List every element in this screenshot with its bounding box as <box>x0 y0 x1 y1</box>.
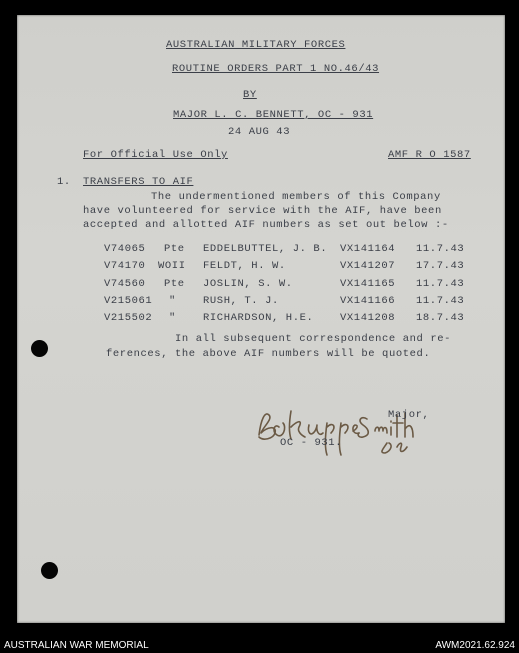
archive-name: AUSTRALIAN WAR MEMORIAL <box>4 640 149 651</box>
army-number: V74065 <box>104 243 146 255</box>
table-row <box>17 243 505 257</box>
member-name: RICHARDSON, H.E. <box>203 312 314 324</box>
aif-number: VX141165 <box>340 278 396 290</box>
rank: WOII <box>158 260 186 272</box>
army-number: V74170 <box>104 260 146 272</box>
signature-rank: Major, <box>388 409 430 421</box>
army-number: V215061 <box>104 295 153 307</box>
header-title: AUSTRALIAN MILITARY FORCES <box>166 39 346 51</box>
army-number: V74560 <box>104 278 146 290</box>
army-number: V215502 <box>104 312 153 324</box>
document-date: 24 AUG 43 <box>228 126 291 138</box>
transfer-date: 18.7.43 <box>416 312 465 324</box>
table-row <box>17 312 505 326</box>
aif-number: VX141207 <box>340 260 396 272</box>
transfer-date: 17.7.43 <box>416 260 465 272</box>
member-name: EDDELBUTTEL, J. B. <box>203 243 328 255</box>
reference-number: AMF R O 1587 <box>388 149 471 161</box>
intro-line-1: The undermentioned members of this Company <box>151 191 441 203</box>
rank: " <box>169 295 176 307</box>
transfer-date: 11.7.43 <box>416 295 465 307</box>
rank: Pte <box>164 278 185 290</box>
handwritten-signature <box>253 397 433 467</box>
rank: Pte <box>164 243 185 255</box>
restriction-label: For Official Use Only <box>83 149 228 161</box>
section-number: 1. <box>57 176 71 188</box>
header-orders: ROUTINE ORDERS PART 1 NO.46/43 <box>172 63 380 75</box>
archive-footer <box>0 638 519 653</box>
intro-line-2: have volunteered for service with the AIF, have been <box>83 205 442 217</box>
header-by: BY <box>243 89 257 101</box>
aif-number: VX141164 <box>340 243 396 255</box>
member-name: FELDT, H. W. <box>203 260 286 272</box>
aif-number: VX141208 <box>340 312 396 324</box>
member-name: JOSLIN, S. W. <box>203 278 293 290</box>
section-title: TRANSFERS TO AIF <box>83 176 194 188</box>
transfer-date: 11.7.43 <box>416 243 465 255</box>
transfer-date: 11.7.43 <box>416 278 465 290</box>
intro-line-3: accepted and allotted AIF numbers as set out below :- <box>83 219 449 231</box>
table-row <box>17 260 505 274</box>
table-row <box>17 295 505 309</box>
signature-unit: OC - 931. <box>280 437 343 449</box>
signature-block <box>253 397 433 467</box>
table-row <box>17 278 505 292</box>
header-officer: MAJOR L. C. BENNETT, OC - 931 <box>173 109 374 121</box>
member-name: RUSH, T. J. <box>203 295 279 307</box>
archive-reference: AWM2021.62.924 <box>435 640 515 651</box>
rank: " <box>169 312 176 324</box>
punch-hole-bottom <box>41 562 58 579</box>
closing-line-1: In all subsequent correspondence and re- <box>175 333 452 345</box>
closing-line-2: ferences, the above AIF numbers will be quoted. <box>106 348 431 360</box>
document-page <box>17 15 505 623</box>
aif-number: VX141166 <box>340 295 396 307</box>
punch-hole-top <box>31 340 48 357</box>
